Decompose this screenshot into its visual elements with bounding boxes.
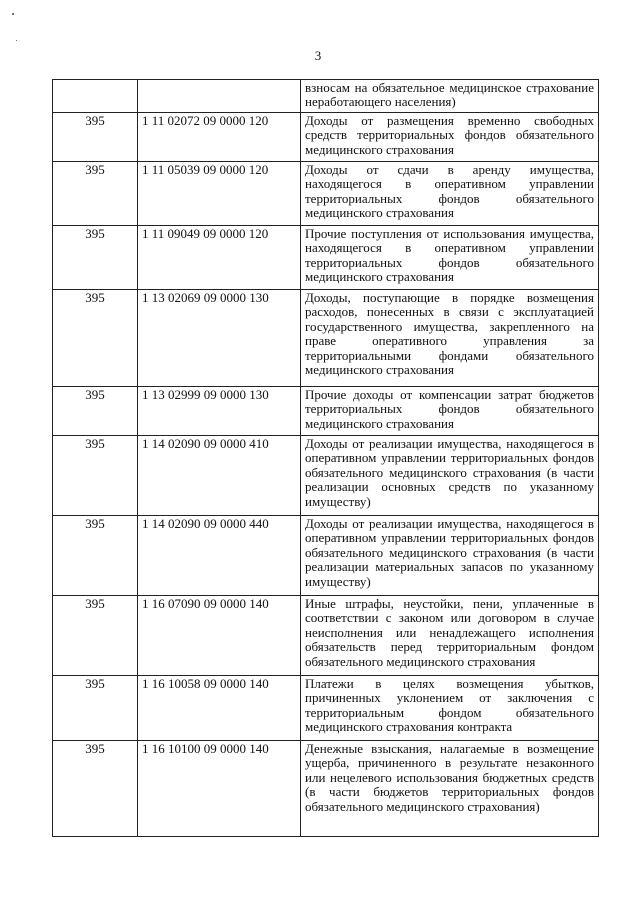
admin-code-cell: 395 bbox=[53, 741, 138, 837]
table-row bbox=[53, 162, 599, 226]
budget-classification-code-cell: 1 11 05039 09 0000 120 bbox=[138, 162, 301, 226]
table-row bbox=[53, 80, 599, 113]
admin-code-cell: 395 bbox=[53, 596, 138, 676]
table-row bbox=[53, 676, 599, 741]
revenue-name-cell: Прочие поступления от использования имущества, находящегося в оперативном управлении территориальных фондов обязательного медицинского страхования bbox=[301, 226, 599, 290]
budget-classification-code-cell: 1 11 09049 09 0000 120 bbox=[138, 226, 301, 290]
table-row bbox=[53, 741, 599, 837]
table-row bbox=[53, 596, 599, 676]
revenue-name-cell: Доходы от сдачи в аренду имущества, находящегося в оперативном управлении территориальных фондов обязательного медицинского страхования bbox=[301, 162, 599, 226]
admin-code-cell: 395 bbox=[53, 676, 138, 741]
admin-code-cell: 395 bbox=[53, 113, 138, 162]
table-row bbox=[53, 436, 599, 516]
budget-classification-code-cell: 1 16 07090 09 0000 140 bbox=[138, 596, 301, 676]
revenue-name-cell: Доходы от реализации имущества, находящегося в оперативном управлении территориальных фондов обязательного медицинского страхования (в части реализации материальных запасов по указанному имуществу) bbox=[301, 516, 599, 596]
admin-code-cell bbox=[53, 80, 138, 113]
budget-classification-code-cell: 1 14 02090 09 0000 410 bbox=[138, 436, 301, 516]
table-row bbox=[53, 113, 599, 162]
budget-classification-code-cell: 1 11 02072 09 0000 120 bbox=[138, 113, 301, 162]
admin-code-cell: 395 bbox=[53, 290, 138, 387]
revenue-name-cell: Доходы от размещения временно свободных средств территориальных фондов обязательного медицинского страхования bbox=[301, 113, 599, 162]
revenue-name-cell: взносам на обязательное медицинское страхование неработающего населения) bbox=[301, 80, 599, 113]
admin-code-cell: 395 bbox=[53, 516, 138, 596]
budget-classification-code-cell bbox=[138, 80, 301, 113]
admin-code-cell: 395 bbox=[53, 162, 138, 226]
revenue-name-cell: Доходы от реализации имущества, находящегося в оперативном управлении территориальных фондов обязательного медицинского страхования (в части реализации основных средств по указанному имуществу) bbox=[301, 436, 599, 516]
table-row bbox=[53, 516, 599, 596]
revenue-name-cell: Иные штрафы, неустойки, пени, уплаченные в соответствии с законом или договором в случае неисполнения или ненадлежащего исполнения обязательств перед территориальным фондом обязательного медицинского страхования bbox=[301, 596, 599, 676]
budget-classification-code-cell: 1 13 02069 09 0000 130 bbox=[138, 290, 301, 387]
revenue-name-cell: Доходы, поступающие в порядке возмещения расходов, понесенных в связи с эксплуатацией государственного имущества, закрепленного на праве оперативного управления за территориальными фондами обязательного медицинского страхования bbox=[301, 290, 599, 387]
revenue-name-cell: Денежные взыскания, налагаемые в возмещение ущерба, причиненного в результате незаконного или нецелевого использования бюджетных средств (в части бюджетов территориальных фондов обязательного медицинского страхования) bbox=[301, 741, 599, 837]
budget-classification-code-cell: 1 14 02090 09 0000 440 bbox=[138, 516, 301, 596]
admin-code-cell: 395 bbox=[53, 436, 138, 516]
scan-speck bbox=[16, 40, 17, 41]
page-number: 3 bbox=[314, 48, 322, 63]
table-row bbox=[53, 290, 599, 387]
table-row bbox=[53, 226, 599, 290]
revenue-name-cell: Платежи в целях возмещения убытков, причиненных уклонением от заключения с территориальным фондом обязательного медицинского страхования контракта bbox=[301, 676, 599, 741]
admin-code-cell: 395 bbox=[53, 387, 138, 436]
budget-classification-code-cell: 1 16 10100 09 0000 140 bbox=[138, 741, 301, 837]
revenue-name-cell: Прочие доходы от компенсации затрат бюджетов территориальных фондов обязательного медицинского страхования bbox=[301, 387, 599, 436]
revenue-codes-table bbox=[52, 79, 599, 837]
scan-speck bbox=[12, 13, 14, 15]
budget-classification-code-cell: 1 13 02999 09 0000 130 bbox=[138, 387, 301, 436]
budget-classification-code-cell: 1 16 10058 09 0000 140 bbox=[138, 676, 301, 741]
admin-code-cell: 395 bbox=[53, 226, 138, 290]
table-row bbox=[53, 387, 599, 436]
